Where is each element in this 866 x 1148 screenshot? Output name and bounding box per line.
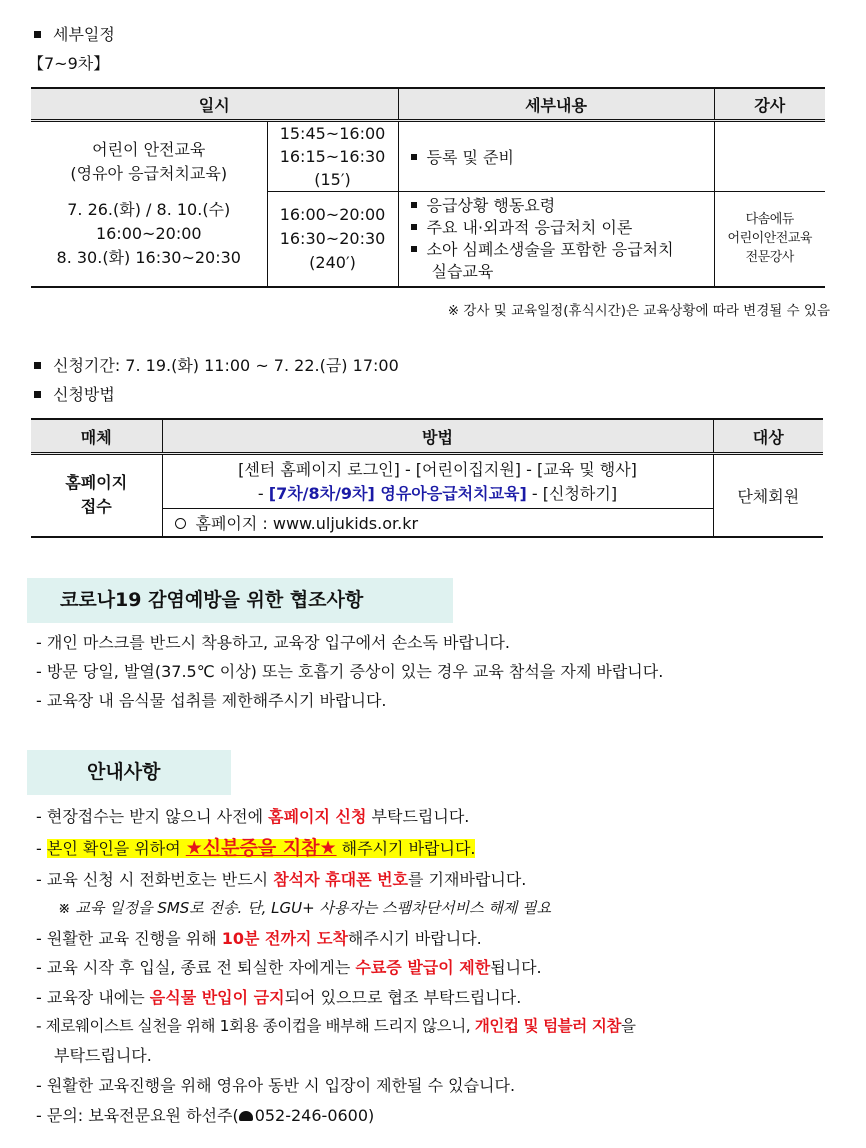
row1-content: 등록 및 준비 (426, 148, 514, 167)
row1-instructor-cell (714, 121, 825, 192)
medium-line-1: 홈페이지 (65, 473, 128, 493)
notice-2-dash: - (36, 839, 47, 858)
notice-3-emphasis: 참석자 휴대폰 번호 (273, 870, 409, 889)
notice-2-highlight (47, 839, 476, 858)
notice-6-post: 되어 있으므로 협조 부탁드립니다. (284, 988, 522, 1007)
row1-time-1: 15:45~16:00 (279, 124, 386, 143)
notice-item-1 (36, 804, 469, 827)
row1-content-cell (398, 121, 714, 192)
notice-2-post: 해주시기 바랍니다. (336, 839, 476, 858)
bullet-square-icon (34, 362, 41, 369)
row2-content-2: 주요 내·외과적 응급처치 이론 (426, 217, 633, 237)
notice-item-8: - 원활한 교육진행을 위해 영유아 동반 시 입장이 제한될 수 있습니다. (36, 1076, 516, 1095)
target-cell: 단체회원 (713, 454, 823, 537)
notice-5-pre: - 교육 시작 후 입실, 종료 전 퇴실한 자에게는 (36, 958, 356, 977)
method-course-highlight: [7차/8차/9차] 영유아응급처치교육] (268, 483, 527, 503)
contact-phone-number: 052-246-0600) (254, 1106, 375, 1125)
instructor-line-3: 전문강사 (745, 250, 794, 266)
notice-7-emphasis: 개인컵 및 텀블러 지참 (474, 1017, 621, 1035)
col-header-content: 세부내용 (398, 88, 714, 121)
method-steps-cell (162, 454, 713, 509)
notice-3-pre: - 교육 신청 시 전화번호는 반드시 (36, 870, 274, 889)
notice-6-emphasis: 음식물 반입이 금지 (149, 988, 285, 1007)
method-steps-line-1: [센터 홈페이지 로그인] - [어린이집지원] - [교육 및 행사] (238, 459, 637, 479)
row2-content-3: 소아 심폐소생술을 포함한 응급처치 (426, 239, 674, 259)
notice-item-3 (36, 867, 526, 890)
col-header-datetime: 일시 (31, 88, 398, 121)
row1-time-2: 16:15~16:30 (279, 147, 386, 166)
notice-4-emphasis: 10분 전까지 도착 (221, 929, 348, 948)
covid-item-2: - 방문 당일, 발열(37.5℃ 이상) 또는 호흡기 증상이 있는 경우 교육 참석을 자제 바랍니다. (36, 662, 664, 681)
course-cell (31, 121, 267, 287)
phone-icon (239, 1111, 253, 1121)
round-label: 【7~9차】 (28, 54, 110, 73)
notice-6-pre: - 교육장 내에는 (36, 988, 150, 1007)
homepage-url[interactable]: 홈페이지 : www.uljukids.or.kr (195, 513, 419, 533)
homepage-cell (162, 509, 713, 537)
row1-time-cell (267, 121, 398, 192)
notice-item-6 (36, 985, 521, 1008)
notice-item-5 (36, 955, 542, 978)
instructor-line-2: 어린이안전교육 (727, 231, 812, 247)
row1-duration: (15′) (314, 170, 351, 189)
row2-content-cell (398, 192, 714, 287)
schedule-footnote: ※ 강사 및 교육일정(휴식시간)은 교육상황에 따라 변경될 수 있음 (447, 303, 830, 319)
notice-item-4 (36, 926, 482, 949)
col-header-instructor: 강사 (714, 88, 825, 121)
row2-content-3-cont: 실습교육 (431, 261, 494, 281)
schedule-table (31, 87, 825, 288)
circle-bullet-icon (175, 518, 186, 529)
covid-item-1: - 개인 마스크를 반드시 착용하고, 교육장 입구에서 손소독 바랍니다. (36, 633, 510, 652)
notice-1-pre: - 현장접수는 받지 않으니 사전에 (36, 807, 269, 826)
row2-content-1: 응급상황 행동요령 (426, 195, 556, 215)
covid-item-3: - 교육장 내 음식물 섭취를 제한해주시기 바랍니다. (36, 691, 387, 710)
notice-1-post: 부탁드립니다. (366, 807, 470, 826)
notice-item-7-cont: 부탁드립니다. (54, 1046, 152, 1065)
notice-2-pre: 본인 확인을 위하여 (46, 839, 186, 858)
course-subtitle: (영유아 응급처치교육) (70, 163, 228, 183)
application-period-text: 신청기간: 7. 19.(화) 11:00 ~ 7. 22.(금) 17:00 (53, 356, 399, 375)
covid-section-title: 코로나19 감염예방을 위한 협조사항 (27, 578, 453, 623)
method-steps-line-2 (163, 482, 713, 506)
application-method-heading-text: 신청방법 (53, 385, 115, 404)
notice-item-7 (36, 1014, 636, 1036)
course-dates-3: 8. 30.(화) 16:30~20:30 (56, 247, 241, 267)
notice-9-pre: - 문의: 보육전문요원 하선주( (36, 1106, 239, 1125)
detail-schedule-heading-text: 세부일정 (53, 25, 115, 44)
method-table (31, 418, 823, 538)
bullet-square-icon (411, 202, 417, 208)
row2-time-1: 16:00~20:00 (279, 204, 386, 224)
notice-5-emphasis: 수료증 발급이 제한 (355, 958, 491, 977)
notice-section-title: 안내사항 (27, 750, 231, 795)
course-dates-1: 7. 26.(화) / 8. 10.(수) (67, 199, 231, 219)
notice-2-id-card: ★신분증을 지참★ (185, 837, 337, 859)
notice-3-note: ※ 교육 일정을 SMS로 전송. 단, LGU+ 사용자는 스팸차단서비스 해제 필요 (58, 899, 552, 917)
notice-1-emphasis: 홈페이지 신청 (268, 807, 367, 826)
col-header-target: 대상 (713, 419, 823, 454)
row2-time-cell (267, 192, 398, 287)
application-method-heading (34, 382, 115, 405)
bullet-square-icon (34, 31, 41, 38)
notice-7-post: 을 (620, 1017, 636, 1035)
notice-item-2 (36, 833, 475, 860)
row2-time-2: 16:30~20:30 (279, 228, 386, 248)
course-dates-2: 16:00~20:00 (95, 223, 202, 243)
notice-7-pre: - 제로웨이스트 실천을 위해 1회용 종이컵을 배부해 드리지 않으니, (36, 1017, 475, 1035)
notice-item-9 (36, 1103, 374, 1126)
col-header-method: 방법 (162, 419, 713, 454)
bullet-square-icon (411, 224, 417, 230)
method-steps-line-2-pre: - (257, 483, 269, 503)
instructor-cell (714, 192, 825, 287)
medium-line-2: 접수 (80, 497, 112, 517)
detail-schedule-heading (34, 22, 115, 45)
bullet-square-icon (411, 154, 417, 160)
medium-cell (31, 454, 162, 537)
notice-4-post: 해주시기 바랍니다. (347, 929, 482, 948)
col-header-medium: 매체 (31, 419, 162, 454)
notice-4-pre: - 원활한 교육 진행을 위해 (36, 929, 222, 948)
notice-5-post: 됩니다. (490, 958, 542, 977)
method-steps-line-2-post: - [신청하기] (526, 483, 618, 503)
bullet-square-icon (411, 246, 417, 252)
instructor-line-1: 다솜에듀 (745, 212, 794, 228)
application-period (34, 353, 399, 376)
course-title: 어린이 안전교육 (92, 139, 206, 159)
notice-3-post: 를 기재바랍니다. (408, 870, 527, 889)
row2-duration: (240′) (309, 252, 356, 272)
bullet-square-icon (34, 391, 41, 398)
